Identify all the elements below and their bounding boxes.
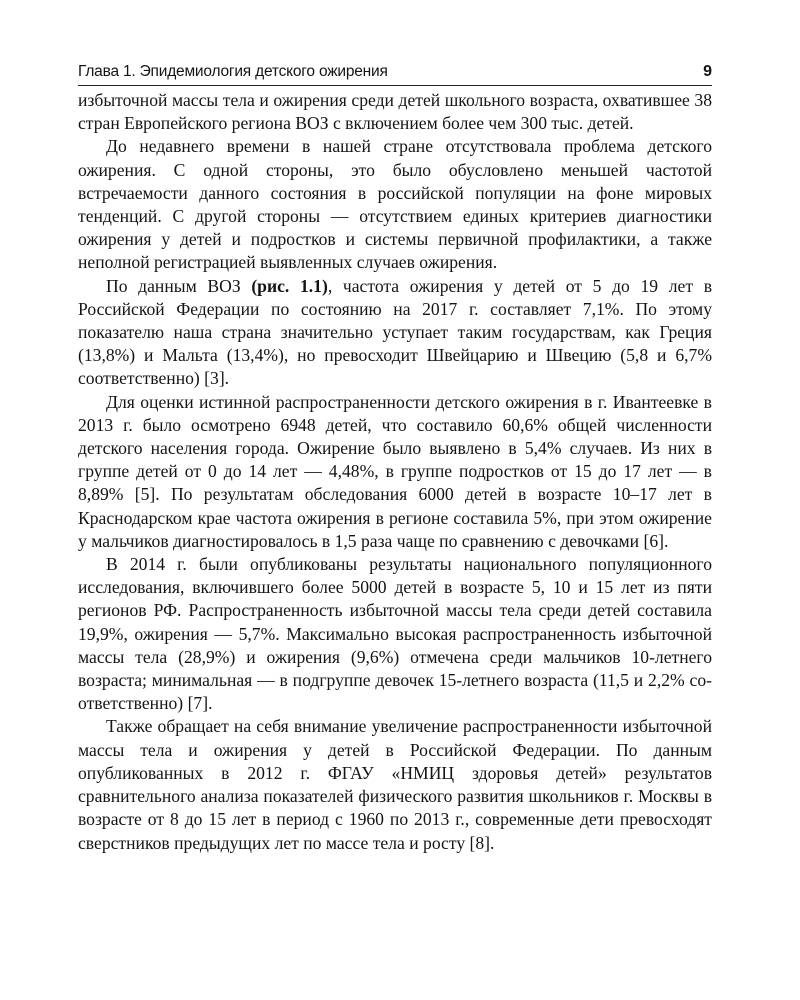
page-number: 9 — [703, 63, 712, 80]
paragraph-1: избыточной массы тела и ожирения среди детей школьного возраста, охватившее 38 стран Европейского региона ВОЗ с включением более чем 300 тыс. детей. — [78, 90, 712, 134]
paragraph-3-start: По данным ВОЗ — [106, 275, 252, 296]
paragraph-2: До недавнего времени в нашей стране отсутствовала проблема детского ожирения. С одной стороны, это было обусловлено меньшей частотой встречаемости данного состояния в российской популяции на фоне мировых тенденций. С другой стороны — отсутствием единых критериев диагностики ожирения у детей и подростков и системы первичной профилактики, а также неполной регистрацией выявленных случаев ожирения. — [78, 136, 712, 273]
paragraph-4: Для оценки истинной распространенности детского ожирения в г. Ивантеевке в 2013 г. было осмотрено 6948 детей, что составило 60,6% общей численности детского населения города. Ожирение было выявлено в 5,4% случаев. Из них в группе детей от 0 до 14 лет — 4,48%, в группе подростков от 15 до 17 лет — в 8,89% [5]. По результатам обследования 6000 детей в возрасте 10–17 лет в Краснодарском крае частота ожирения в регионе составила 5%, при этом ожирение у мальчиков диагностировалось в 1,5 раза чаще по сравнению с девочками [6]. — [78, 391, 712, 551]
paragraph-6: Также обращает на себя внимание увеличение распространенности избыточной массы тела и ожирения у детей в Российской Федерации. По данным опубликованных в 2012 г. ФГАУ «НМИЦ здоровья детей» результатов сравнительного анализа показателей физического развития школьников г. Москвы в возрасте от 8 до 15 лет в период с 1960 по 2013 г., современные дети превосходят сверстников предыдущих лет по массе тела и росту [8]. — [78, 716, 712, 853]
running-header — [78, 62, 712, 86]
book-page — [78, 62, 712, 855]
chapter-title: Глава 1. Эпидемиология детского ожирения — [78, 63, 388, 80]
paragraph-5: В 2014 г. были опубликованы результаты национального популяционного исследования, включившего более 5000 детей в возрасте 5, 10 и 15 лет из пяти регионов РФ. Распространенность избыточной массы тела среди детей составила 19,9%, ожирения — 5,7%. Максимально высокая распространенность избыточной массы тела (28,9%) и ожирения (9,6%) отмечена среди мальчиков 10-летнего возраста; минимальная — в подгруппе девочек 15-летнего возраста (11,5 и 2,2% соответственно) [7]. — [78, 554, 712, 714]
figure-reference-link: (рис. 1.1) — [251, 275, 328, 296]
body-text — [78, 89, 712, 855]
paragraph-3-rest: , частота ожирения у детей от 5 до 19 лет в Российской Федерации по состоянию на 2017 г. составляет 7,1%. По этому показателю наша страна значительно уступает таким государствам, как Греция (13,8%) и Мальта (13,4%), но превосходит Швейцарию и Швецию (5,8 и 6,7% соответственно) [3]. — [78, 275, 712, 389]
paragraph-3 — [78, 275, 712, 391]
